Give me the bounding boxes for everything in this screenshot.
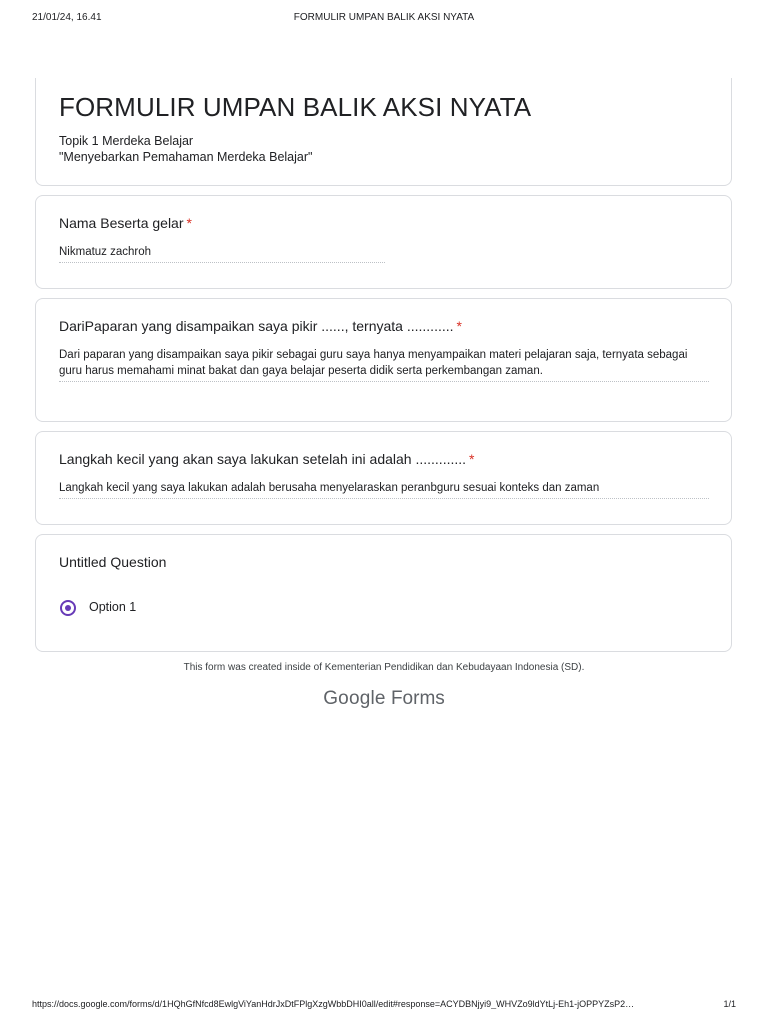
print-header — [0, 12, 768, 26]
form-description-line-2: "Menyebarkan Pemahaman Merdeka Belajar" — [59, 150, 313, 164]
form-title: FORMULIR UMPAN BALIK AKSI NYATA — [59, 92, 532, 122]
answer-text[interactable]: Dari paparan yang disampaikan saya pikir sebagai guru saya hanya menyampaikan materi pelajaran saja, ternyata sebagai guru harus memahami minat bakat dan gaya belajar peserta didik serta perkembangan zaman. — [59, 347, 709, 382]
question-title — [59, 451, 475, 467]
form-created-note: This form was created inside of Kementerian Pendidikan dan Kebudayaan Indonesia (SD). — [183, 662, 585, 673]
required-mark: * — [186, 215, 192, 231]
question-card-name — [35, 195, 732, 289]
google-forms-logo[interactable] — [0, 688, 768, 710]
question-card-langkah — [35, 431, 732, 525]
print-url: https://docs.google.com/forms/d/1HQhGfNfcd8EwlgViYanHdrJxDtFPlgXzgWbbDHI0all/edit#response=ACYDBNjyi9_WHVZo9ldYtLj-Eh1-jOPPYZsP2… — [32, 999, 635, 1009]
question-title-text: Untitled Question — [59, 554, 167, 570]
question-card-paparan — [35, 298, 732, 422]
required-mark: * — [456, 318, 462, 334]
brand-forms: Forms — [390, 688, 445, 709]
answer-text[interactable]: Nikmatuz zachroh — [59, 244, 385, 263]
print-page-number: 1/1 — [723, 999, 736, 1009]
form-description-line-1: Topik 1 Merdeka Belajar — [59, 134, 194, 148]
question-title-text: Langkah kecil yang akan saya lakukan setelah ini adalah ............. — [59, 451, 467, 467]
question-title — [59, 215, 192, 231]
brand-google: Google — [323, 688, 386, 709]
answer-text[interactable]: Langkah kecil yang saya lakukan adalah berusaha menyelaraskan peranbguru sesuai konteks dan zaman — [59, 480, 709, 499]
question-title — [59, 318, 462, 334]
question-card-untitled — [35, 534, 732, 652]
question-title-text: DariPaparan yang disampaikan saya pikir ......, ternyata ............ — [59, 318, 454, 334]
print-footer — [0, 999, 768, 1013]
form-description — [59, 133, 312, 165]
print-datetime: 21/01/24, 16.41 — [32, 12, 102, 23]
required-mark: * — [469, 451, 475, 467]
print-title: FORMULIR UMPAN BALIK AKSI NYATA — [293, 12, 475, 23]
form-header-card — [35, 78, 732, 186]
radio-selected-icon[interactable] — [60, 600, 76, 616]
option-label[interactable]: Option 1 — [89, 600, 137, 614]
question-title-text: Nama Beserta gelar — [59, 215, 184, 231]
